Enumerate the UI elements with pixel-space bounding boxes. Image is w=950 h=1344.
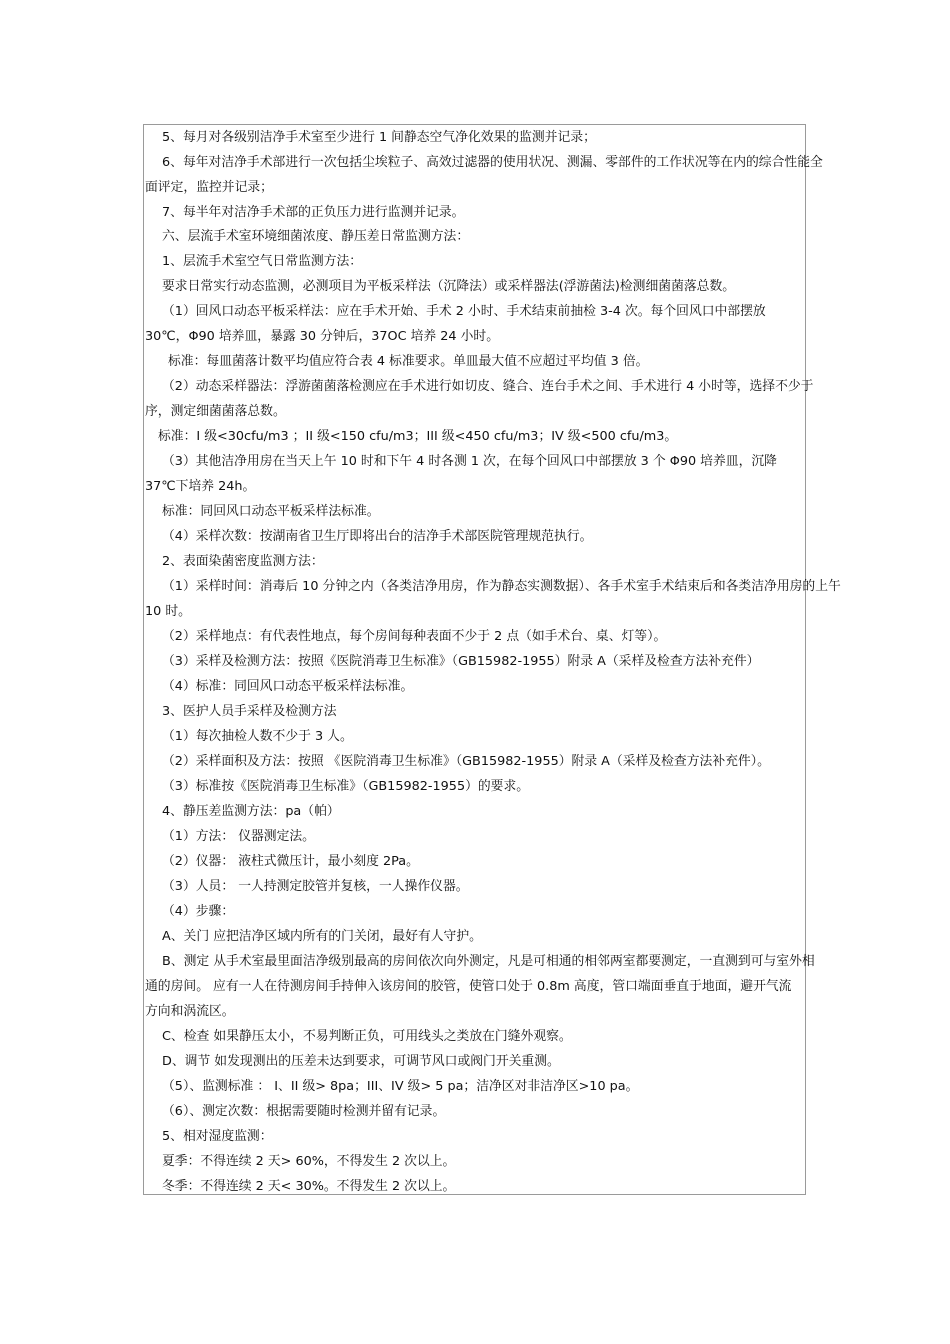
text-line: （2）采样地点：有代表性地点，每个房间每种表面不少于 2 点（如手术台、桌、灯等）。	[162, 629, 667, 644]
text-line: （4）步骤：	[162, 904, 235, 919]
text-line: 37℃下培养 24h。	[145, 479, 256, 494]
text-line: （6）、测定次数：根据需要随时检测并留有记录。	[162, 1104, 446, 1119]
text-line: 方向和涡流区。	[145, 1004, 235, 1019]
text-line: 通的房间。 应有一人在待测房间手持伸入该房间的胶管，使管口处于 0.8m 高度，管口端面垂直于地面，避开气流	[145, 979, 792, 994]
text-line: 冬季：不得连续 2 天< 30%。不得发生 2 次以上。	[162, 1179, 456, 1194]
text-line: B、测定 从手术室最里面洁净级别最高的房间依次向外测定，凡是可相通的相邻两室都要测定，一直测到可与室外相	[162, 954, 815, 969]
subsection-heading: 5、相对湿度监测：	[162, 1129, 273, 1144]
text-line: 10 时。	[145, 604, 191, 619]
subsection-heading: 1、层流手术室空气日常监测方法：	[162, 254, 363, 269]
text-line: （1）采样时间：消毒后 10 分钟之内（各类洁净用房，作为静态实测数据）、各手术室手术结束后和各类洁净用房的上午	[162, 579, 841, 594]
text-line: 夏季：不得连续 2 天> 60%，不得发生 2 次以上。	[162, 1154, 456, 1169]
text-line: （4）标准：同回风口动态平板采样法标准。	[162, 679, 414, 694]
text-line: 标准：I 级<30cfu/m3 ；II 级<150 cfu/m3；III 级<450 cfu/m3；IV 级<500 cfu/m3。	[158, 429, 678, 444]
text-line: 面评定，监控并记录；	[145, 180, 273, 195]
text-line: （2）采样面积及方法：按照 《医院消毒卫生标准》（GB15982-1955）附录 A（采样及检查方法补充件）。	[162, 754, 770, 769]
text-line: （3）标准按《医院消毒卫生标准》（GB15982-1955）的要求。	[162, 779, 530, 794]
text-line: 7、每半年对洁净手术部的正负压力进行监测并记录。	[162, 205, 465, 220]
text-line: 6、每年对洁净手术部进行一次包括尘埃粒子、高效过滤器的使用状况、测漏、零部件的工作状况等在内的综合性能全	[162, 155, 823, 170]
text-line: A、关门 应把洁净区域内所有的门关闭，最好有人守护。	[162, 929, 482, 944]
text-line: 序，测定细菌菌落总数。	[145, 404, 286, 419]
section-heading: 六、层流手术室环境细菌浓度、静压差日常监测方法：	[162, 229, 470, 244]
text-line: 5、每月对各级别洁净手术室至少进行 1 间静态空气净化效果的监测并记录；	[162, 130, 596, 145]
text-line: D、调节 如发现测出的压差未达到要求，可调节风口或阀门开关重测。	[162, 1054, 560, 1069]
text-line: 标准：每皿菌落计数平均值应符合表 4 标准要求。单皿最大值不应超过平均值 3 倍。	[168, 354, 649, 369]
subsection-heading: 4、静压差监测方法：pa（帕）	[162, 804, 340, 819]
text-line: （1）回风口动态平板采样法：应在手术开始、手术 2 小时、手术结束前抽检 3-4 次。每个回风口中部摆放	[162, 304, 766, 319]
subsection-heading: 2、表面染菌密度监测方法：	[162, 554, 324, 569]
text-line: （5）、监测标准 ： I、II 级> 8pa；III、IV 级> 5 pa；洁净区对非洁净区>10 pa。	[162, 1079, 639, 1094]
text-line: （1）每次抽检人数不少于 3 人。	[162, 729, 353, 744]
text-line: 标准：同回风口动态平板采样法标准。	[162, 504, 380, 519]
text-line: C、检查 如果静压太小，不易判断正负，可用线头之类放在门缝外观察。	[162, 1029, 572, 1044]
text-line: （3）采样及检测方法：按照《医院消毒卫生标准》（GB15982-1955）附录 A（采样及检查方法补充件）	[162, 654, 760, 669]
text-line: （3）人员： 一人持测定胶管并复核，一人操作仪器。	[162, 879, 469, 894]
subsection-heading: 3、医护人员手采样及检测方法	[162, 704, 337, 719]
text-line: 要求日常实行动态监测，必测项目为平板采样法（沉降法）或采样器法(浮游菌法)检测细菌菌落总数。	[162, 279, 736, 294]
text-line: （1）方法： 仪器测定法。	[162, 829, 315, 844]
text-line: （2）动态采样器法：浮游菌菌落检测应在手术进行如切皮、缝合、连台手术之间、手术进行 4 小时等，选择不少于	[162, 379, 814, 394]
text-line: （3）其他洁净用房在当天上午 10 时和下午 4 时各测 1 次，在每个回风口中部摆放 3 个 Φ90 培养皿，沉降	[162, 454, 777, 469]
text-line: 30℃，Φ90 培养皿，暴露 30 分钟后，37OC 培养 24 小时。	[145, 329, 500, 344]
text-line: （4）采样次数：按湖南省卫生厅即将出台的洁净手术部医院管理规范执行。	[162, 529, 593, 544]
text-line: （2）仪器： 液柱式微压计，最小刻度 2Pa。	[162, 854, 419, 869]
